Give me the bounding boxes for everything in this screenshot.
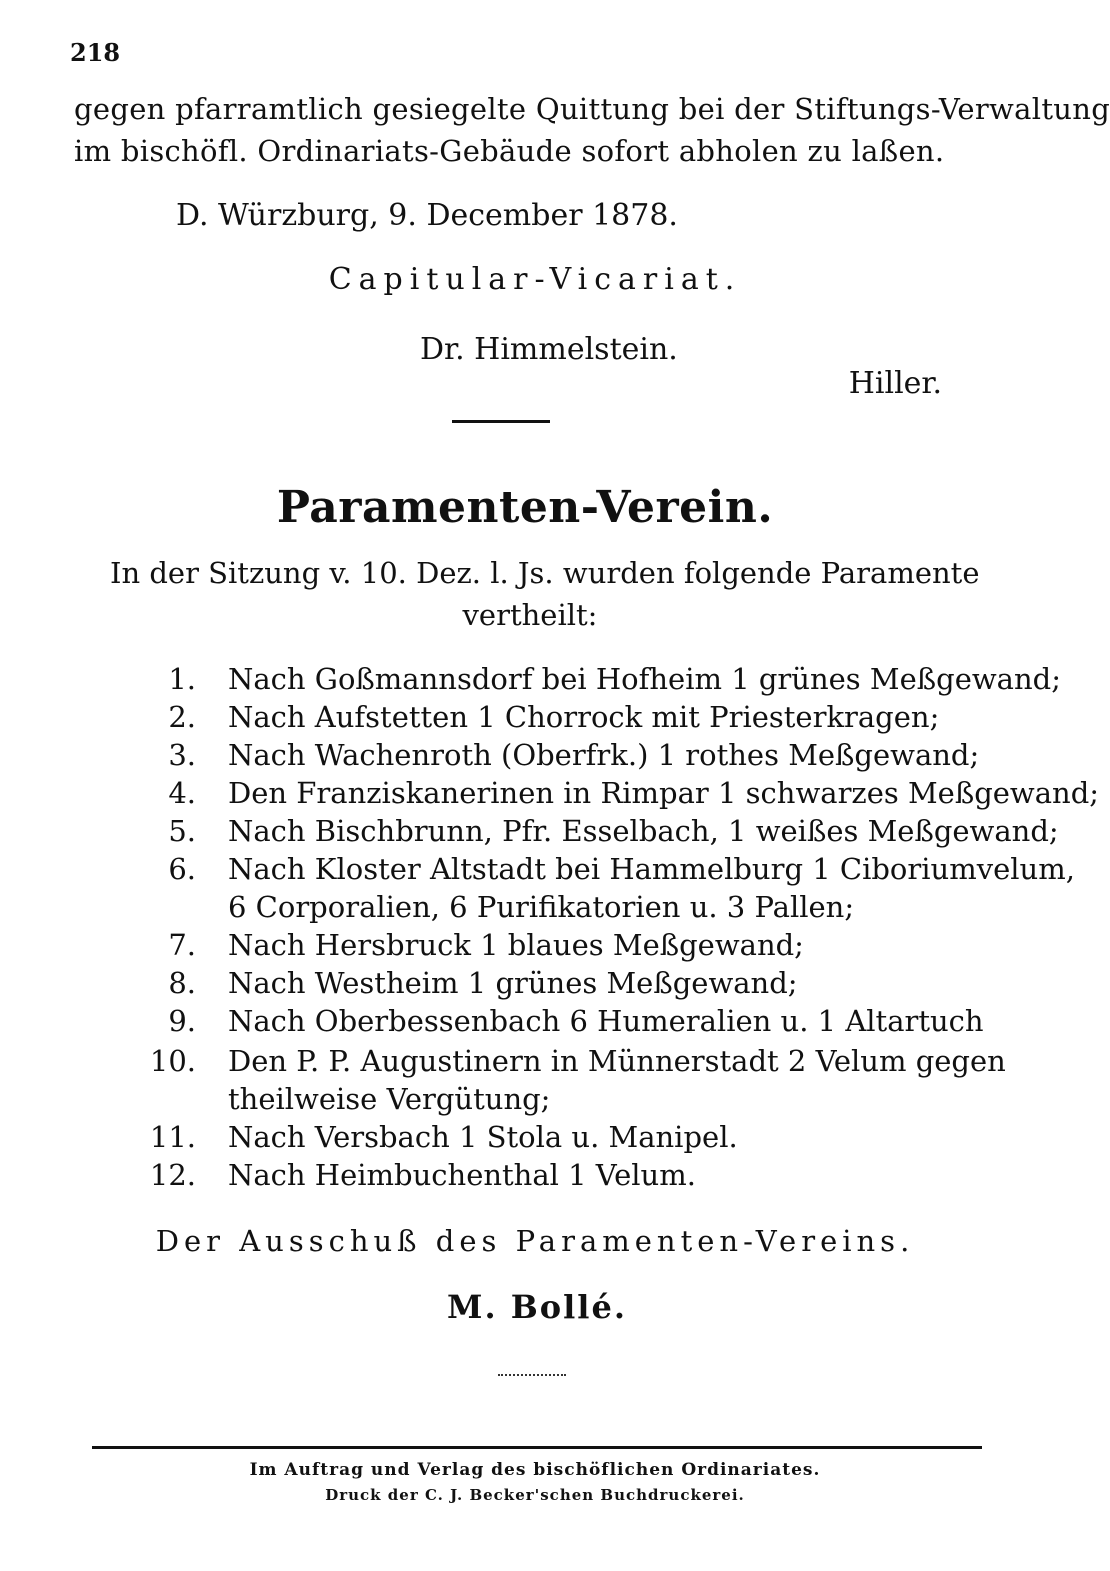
dateline: D. Würzburg, 9. December 1878.	[176, 198, 678, 233]
lead-line-1: In der Sitzung v. 10. Dez. l. Js. wurden folgende Paramente	[110, 556, 980, 590]
item-number: 10.	[149, 1044, 196, 1078]
imprint-printer: Druck der C. J. Becker'schen Buchdruckerei.	[325, 1486, 745, 1504]
item-text: Nach Bischbrunn, Pfr. Esselbach, 1 weißes Meßgewand;	[228, 814, 1059, 848]
item-text: Nach Westheim 1 grünes Meßgewand;	[228, 966, 798, 1000]
item-number: 4.	[168, 776, 196, 810]
item-number: 2.	[168, 700, 196, 734]
imprint-publisher: Im Auftrag und Verlag des bischöflichen Ordinariates.	[249, 1460, 821, 1480]
item-number: 7.	[168, 928, 196, 962]
footer-rule	[92, 1446, 982, 1449]
issuing-office: Capitular-Vicariat.	[328, 262, 742, 297]
signer-primary: Dr. Himmelstein.	[420, 332, 678, 367]
item-number: 12.	[149, 1158, 196, 1192]
item-number: 3.	[168, 738, 196, 772]
item-text: Nach Wachenroth (Oberfrk.) 1 rothes Meßgewand;	[228, 738, 980, 772]
committee-name: Der Ausschuß des Paramenten-Vereins.	[155, 1224, 915, 1258]
item-number: 1.	[168, 662, 196, 696]
signer-secondary: Hiller.	[848, 366, 942, 401]
item-text: Nach Heimbuchenthal 1 Velum.	[228, 1158, 696, 1192]
item-continuation: 6 Corporalien, 6 Purifikatorien u. 3 Pallen;	[228, 890, 855, 924]
item-continuation: theilweise Vergütung;	[228, 1082, 551, 1116]
page-number: 218	[70, 38, 121, 67]
section-divider	[452, 420, 550, 423]
item-text: Nach Kloster Altstadt bei Hammelburg 1 Ciboriumvelum,	[228, 852, 1075, 886]
item-number: 6.	[168, 852, 196, 886]
dotted-divider	[498, 1374, 566, 1376]
item-text: Nach Versbach 1 Stola u. Manipel.	[228, 1120, 738, 1154]
item-text: Nach Hersbruck 1 blaues Meßgewand;	[228, 928, 804, 962]
item-number: 11.	[149, 1120, 196, 1154]
item-number: 9.	[168, 1004, 196, 1038]
item-text: Nach Aufstetten 1 Chorrock mit Priesterkragen;	[228, 700, 940, 734]
item-text: Den P. P. Augustinern in Münnerstadt 2 Velum gegen	[228, 1044, 1006, 1078]
item-text: Den Franziskanerinen in Rimpar 1 schwarzes Meßgewand;	[228, 776, 1100, 810]
item-text: Nach Oberbessenbach 6 Humeralien u. 1 Altartuch	[228, 1004, 984, 1038]
item-text: Nach Goßmannsdorf bei Hofheim 1 grünes Meßgewand;	[228, 662, 1061, 696]
section-title: Paramenten-Verein.	[276, 482, 774, 533]
committee-signer: M. Bollé.	[447, 1288, 627, 1326]
item-number: 8.	[168, 966, 196, 1000]
intro-line-1: gegen pfarramtlich gesiegelte Quittung bei der Stiftungs-Verwaltung	[74, 92, 1110, 126]
item-number: 5.	[168, 814, 196, 848]
intro-line-2: im bischöfl. Ordinariats-Gebäude sofort abholen zu laßen.	[74, 134, 945, 168]
lead-line-2: vertheilt:	[462, 598, 598, 632]
